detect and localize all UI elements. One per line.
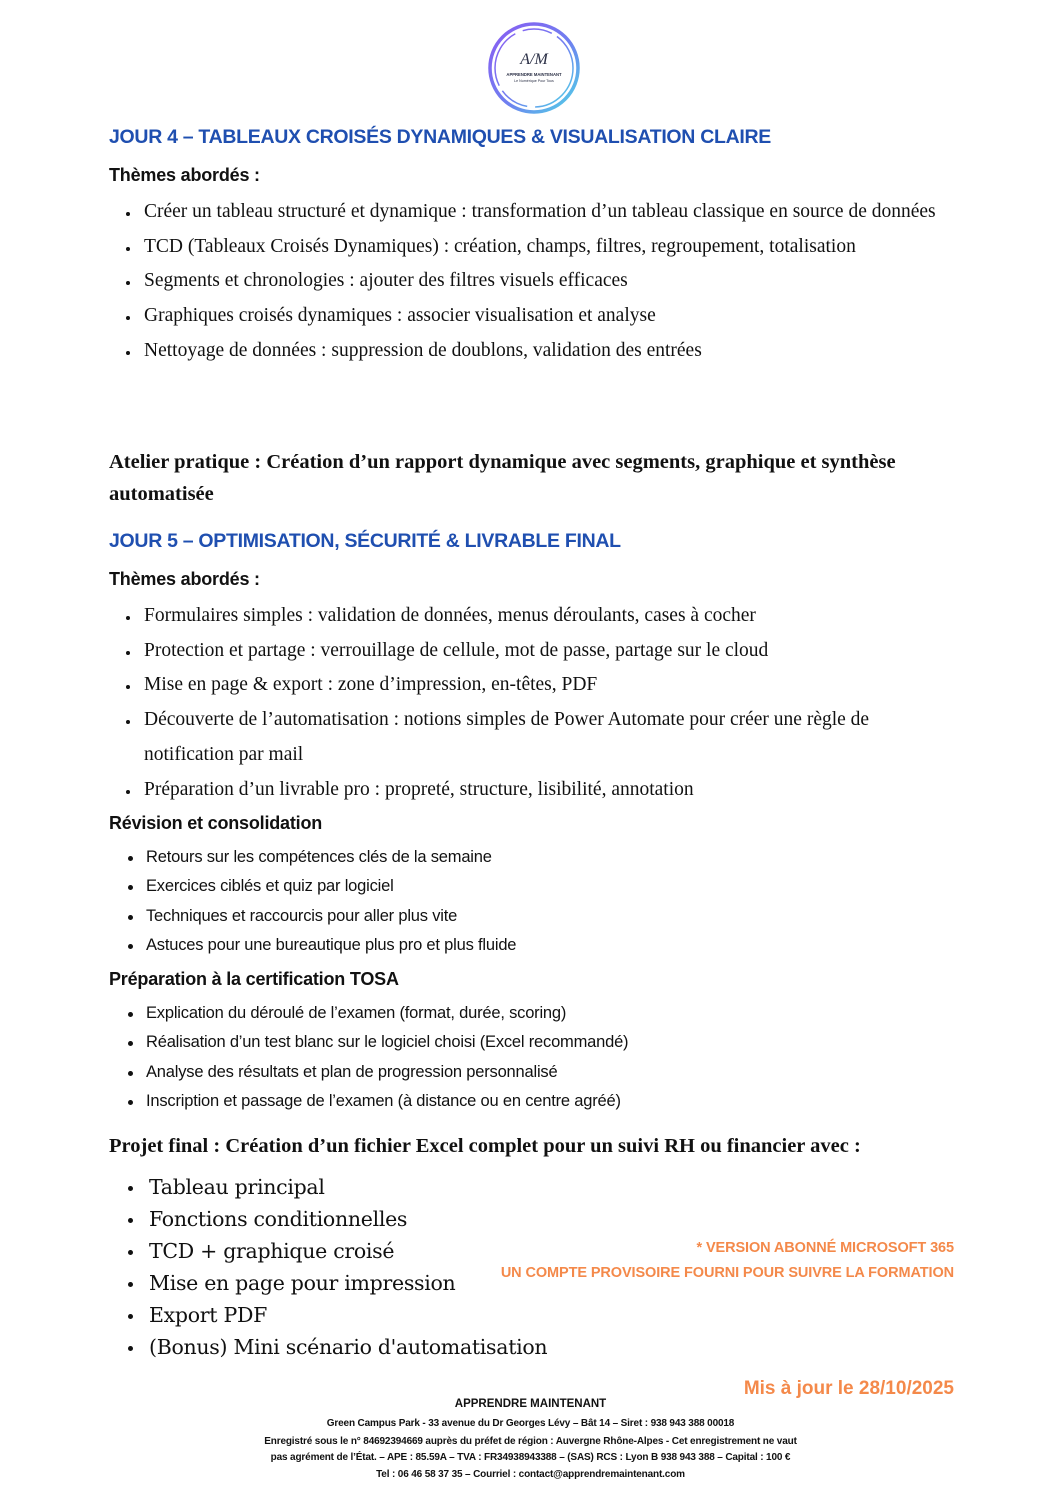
footer-registration-2: pas agrément de l’État. – APE : 85.59A – TVA : FR34938943388 – (SAS) RCS : Lyon B 938 943 388 – Capital : 100 € [270,1452,791,1463]
list-item: Tableau principal [124,1171,547,1203]
list-item: Mise en page & export : zone d’impression, en-têtes, PDF [124,668,959,703]
day4-themes-label: Thèmes abordés : [109,165,260,185]
list-item: Exercices ciblés et quiz par logiciel [124,872,516,901]
tosa-list [124,999,628,1116]
account-note: UN COMPTE PROVISOIRE FOURNI POUR SUIVRE LA FORMATION [500,1265,954,1281]
footer-address: Green Campus Park - 33 avenue du Dr Georges Lévy – Bât 14 – Siret : 938 943 388 00018 [326,1418,735,1429]
svg-text:APPRENDRE MAINTENANT: APPRENDRE MAINTENANT [506,72,562,77]
footer-company: APPRENDRE MAINTENANT [454,1398,607,1410]
list-item: Mise en page pour impression [124,1267,547,1299]
list-item: Formulaires simples : validation de données, menus déroulants, cases à cocher [124,599,959,634]
list-item: Astuces pour une bureautique plus pro et plus fluide [124,931,516,960]
day4-title: JOUR 4 – TABLEAUX CROISÉS DYNAMIQUES & VISUALISATION CLAIRE [109,126,771,148]
list-item: Retours sur les compétences clés de la semaine [124,843,516,872]
list-item: Segments et chronologies : ajouter des filtres visuels efficaces [124,264,954,299]
tosa-title: Préparation à la certification TOSA [109,969,399,989]
list-item: Graphiques croisés dynamiques : associer visualisation et analyse [124,299,954,334]
revision-list [124,843,516,960]
list-item: TCD (Tableaux Croisés Dynamiques) : création, champs, filtres, regroupement, totalisation [124,230,954,265]
list-item: (Bonus) Mini scénario d'automatisation [124,1331,547,1363]
list-item: Nettoyage de données : suppression de doublons, validation des entrées [124,334,954,369]
day4-themes-list [124,195,954,369]
version-note: * VERSION ABONNÉ MICROSOFT 365 [696,1240,954,1256]
list-item: Analyse des résultats et plan de progression personnalisé [124,1058,628,1087]
day5-title: JOUR 5 – OPTIMISATION, SÉCURITÉ & LIVRABLE FINAL [109,530,621,552]
day4-atelier: Atelier pratique : Création d’un rapport dynamique avec segments, graphique et synthèse automatisée [109,451,896,505]
day5-themes-list [124,599,959,807]
list-item: Créer un tableau structuré et dynamique : transformation d’un tableau classique en source de données [124,195,954,230]
footer-contact: Tel : 06 46 58 37 35 – Courriel : contact@apprendremaintenant.com [376,1469,685,1480]
svg-text:Le Numérique Pour Tous: Le Numérique Pour Tous [514,79,554,83]
footer-registration-1: Enregistré sous le n° 84692394669 auprès du préfet de région : Auvergne Rhône-Alpes - Cet enregistrement ne vaut [264,1436,797,1447]
day5-themes-label: Thèmes abordés : [109,569,260,589]
list-item: Techniques et raccourcis pour aller plus vite [124,902,516,931]
list-item: Inscription et passage de l’examen (à distance ou en centre agréé) [124,1087,628,1116]
updated-date: Mis à jour le 28/10/2025 [743,1378,954,1399]
revision-title: Révision et consolidation [109,813,323,833]
projet-final-title: Projet final : Création d’un fichier Excel complet pour un suivi RH ou financier avec : [109,1135,861,1157]
company-logo [486,20,582,116]
svg-text:A/M: A/M [520,51,548,68]
list-item: Fonctions conditionnelles [124,1203,547,1235]
list-item: Découverte de l’automatisation : notions simples de Power Automate pour créer une règle de notification par mail [124,703,959,772]
list-item: Protection et partage : verrouillage de cellule, mot de passe, partage sur le cloud [124,634,959,669]
list-item: Explication du déroulé de l’examen (format, durée, scoring) [124,999,628,1028]
list-item: TCD + graphique croisé [124,1235,547,1267]
list-item: Export PDF [124,1299,547,1331]
projet-final-list [124,1171,547,1363]
logo-ring-icon [486,20,582,116]
list-item: Préparation d’un livrable pro : propreté, structure, lisibilité, annotation [124,773,959,808]
list-item: Réalisation d’un test blanc sur le logiciel choisi (Excel recommandé) [124,1028,628,1057]
